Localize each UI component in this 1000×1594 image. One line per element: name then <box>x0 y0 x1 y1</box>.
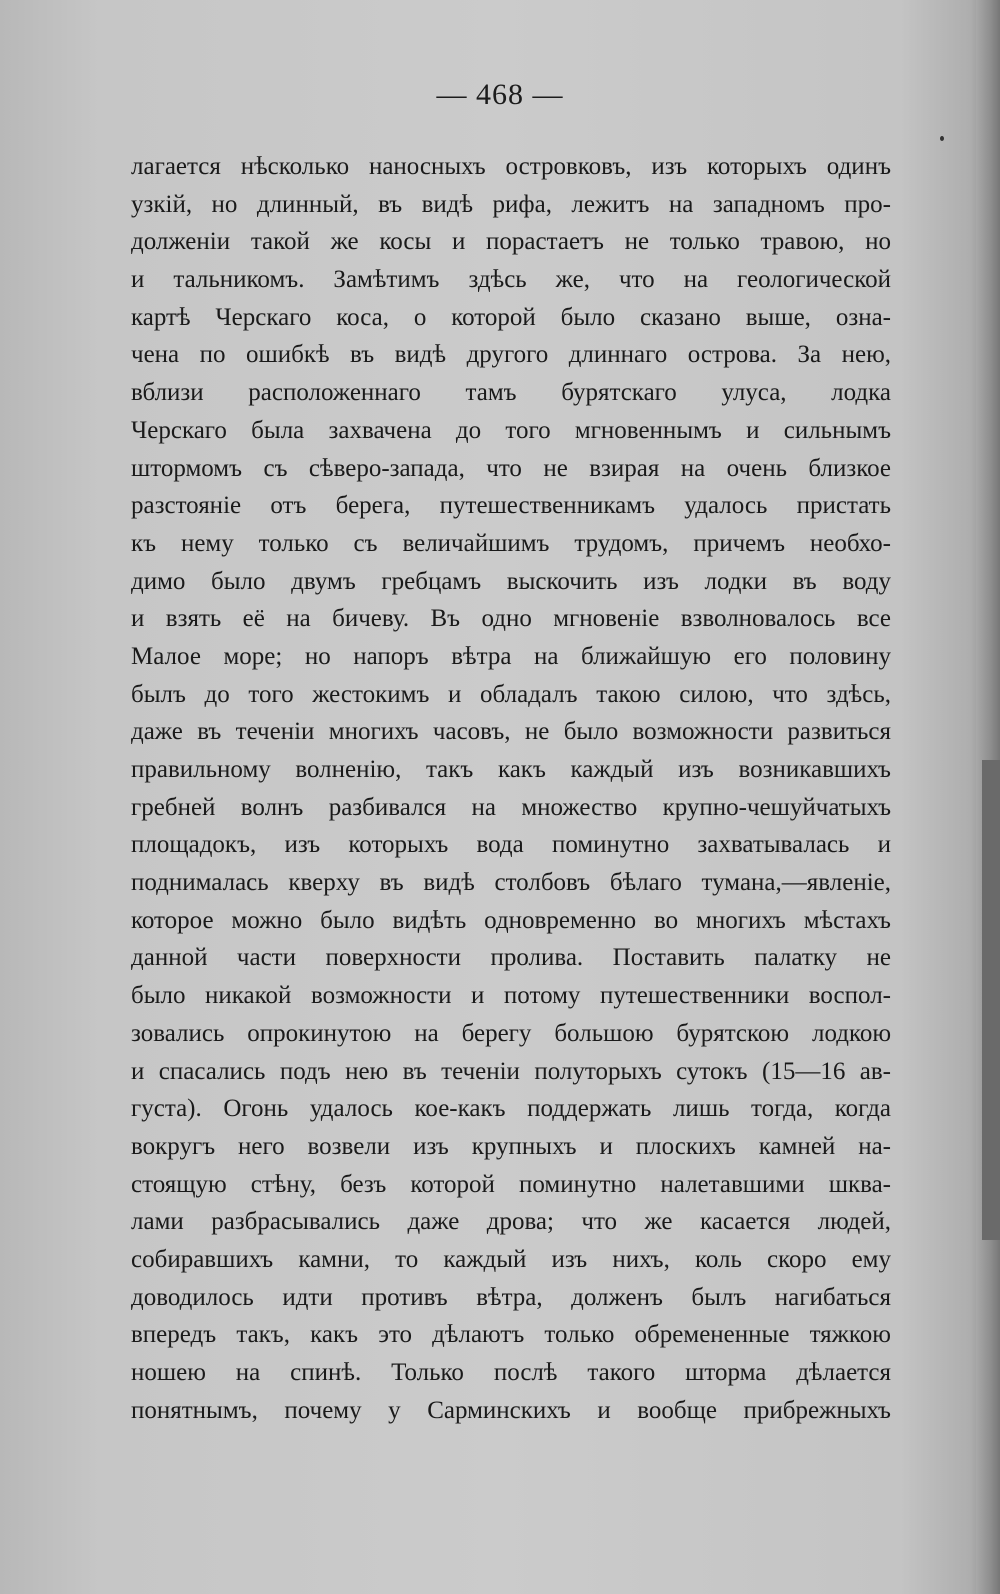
text-line: зовались опрокинутою на берегу большою бурятскою лодкою <box>131 1019 891 1047</box>
text-line: вокругъ него возвели изъ крупныхъ и плоскихъ камней на- <box>131 1132 891 1160</box>
page-edge-dark-band <box>982 760 1000 1240</box>
text-line: лагается нѣсколько наносныхъ островковъ, изъ которыхъ одинъ <box>131 153 891 180</box>
text-line: стоящую стѣну, безъ которой поминутно налетавшими шква- <box>131 1170 891 1198</box>
text-line: площадокъ, изъ которыхъ вода поминутно захватывалась и <box>131 831 891 859</box>
text-line: впередъ такъ, какъ это дѣлаютъ только обремененные тяжкою <box>131 1321 891 1349</box>
text-line: димо было двумъ гребцамъ выскочить изъ лодки въ воду <box>131 567 891 595</box>
text-line: и взять её на бичеву. Въ одно мгновеніе взволновалось все <box>131 605 891 633</box>
text-line: Малое море; но напоръ вѣтра на ближайшую его половину <box>131 642 891 670</box>
text-line: разстояніе отъ берега, путешественникамъ удалось пристать <box>131 492 891 520</box>
text-line: къ нему только съ величайшимъ трудомъ, причемъ необхо- <box>131 529 891 557</box>
body-text <box>131 148 891 1429</box>
text-line: ношею на спинѣ. Только послѣ такого шторма дѣлается <box>131 1359 891 1386</box>
text-line: собиравшихъ камни, то каждый изъ нихъ, коль скоро ему <box>131 1245 891 1273</box>
text-line: чена по ошибкѣ въ видѣ другого длиннаго острова. За нею, <box>131 341 891 369</box>
text-line: понятнымъ, почему у Сарминскихъ и вообще прибрежныхъ <box>131 1396 891 1424</box>
text-line: штормомъ съ сѣверо-запада, что не взирая на очень близкое <box>131 454 891 482</box>
text-line: даже въ теченіи многихъ часовъ, не было возможности развиться <box>131 718 891 746</box>
text-line: которое можно было видѣть одновременно во многихъ мѣстахъ <box>131 906 891 934</box>
text-line: былъ до того жестокимъ и обладалъ такою силою, что здѣсь, <box>131 680 891 708</box>
text-line: густа). Огонь удалось кое-какъ поддержать лишь тогда, когда <box>131 1095 891 1123</box>
text-line: правильному волненію, такъ какъ каждый изъ возникавшихъ <box>131 756 891 783</box>
text-line: и тальникомъ. Замѣтимъ здѣсь же, что на геологической <box>131 266 891 294</box>
text-line: поднималась кверху въ видѣ столбовъ бѣлаго тумана,—явленіе, <box>131 869 891 897</box>
text-line: данной части поверхности пролива. Поставить палатку не <box>131 944 891 972</box>
text-line: гребней волнъ разбивался на множество крупно-чешуйчатыхъ <box>131 793 891 821</box>
text-line: лами разбрасывались даже дрова; что же касается людей, <box>131 1208 891 1236</box>
text-line: узкій, но длинный, въ видѣ рифа, лежитъ на западномъ про- <box>131 190 891 218</box>
page-number: — 468 — <box>436 78 564 111</box>
text-line: Черскаго была захвачена до того мгновеннымъ и сильнымъ <box>131 416 891 444</box>
text-line: доводилось идти противъ вѣтра, долженъ былъ нагибаться <box>131 1283 891 1311</box>
text-line: долженіи такой же косы и порастаетъ не только травою, но <box>131 228 891 256</box>
ink-speck <box>940 136 944 141</box>
text-line: вблизи расположеннаго тамъ бурятскаго улуса, лодка <box>131 379 891 407</box>
text-line: картѣ Черскаго коса, о которой было сказано выше, озна- <box>131 303 891 331</box>
text-line: и спасались подъ нею въ теченіи полуторыхъ сутокъ (15—16 ав- <box>131 1057 891 1085</box>
text-line: было никакой возможности и потому путешественники воспол- <box>131 982 891 1010</box>
